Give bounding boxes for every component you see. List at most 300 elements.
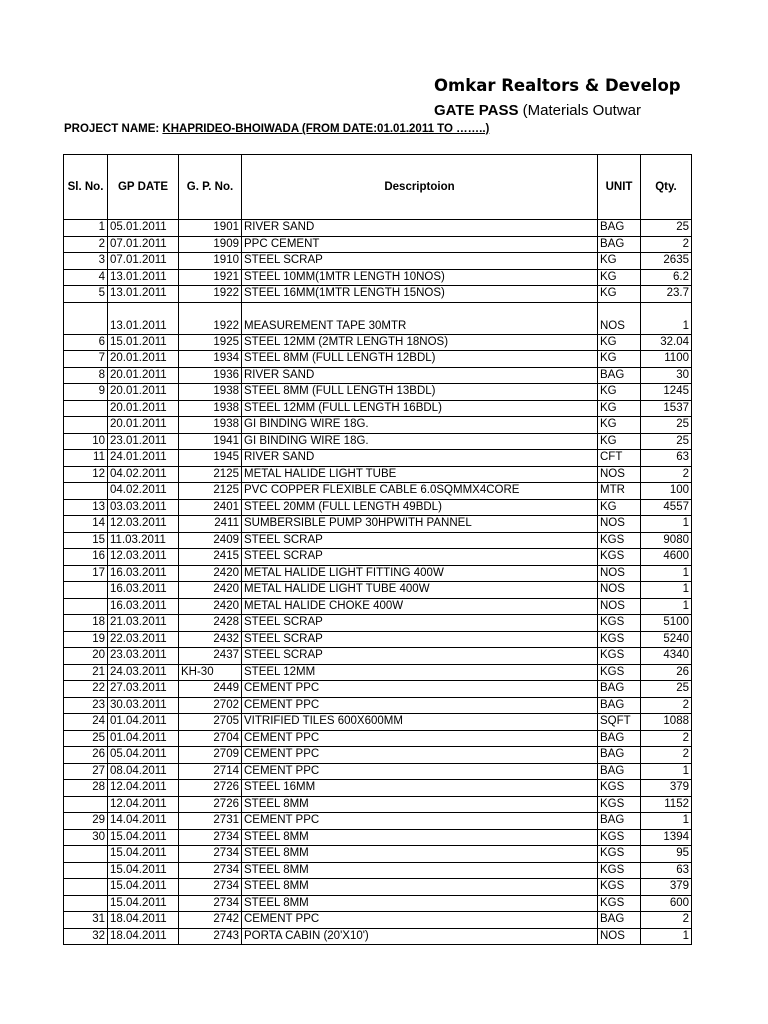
table-row xyxy=(64,730,692,747)
sl-no-cell: 9 xyxy=(64,384,108,401)
qty-cell: 2 xyxy=(641,747,692,764)
gp-no-cell: 2731 xyxy=(179,813,242,830)
sl-no-cell: 2 xyxy=(64,236,108,253)
sl-no-cell: 30 xyxy=(64,829,108,846)
gp-no-cell: 1922 xyxy=(179,302,242,334)
description-cell: STEEL 16MM(1MTR LENGTH 15NOS) xyxy=(242,286,598,303)
qty-cell: 600 xyxy=(641,895,692,912)
table-row xyxy=(64,763,692,780)
table-row xyxy=(64,664,692,681)
qty-cell: 4557 xyxy=(641,499,692,516)
gp-no-cell: 2714 xyxy=(179,763,242,780)
qty-cell: 25 xyxy=(641,220,692,237)
sl-no-cell: 1 xyxy=(64,220,108,237)
project-line xyxy=(64,123,489,135)
description-cell: SUMBERSIBLE PUMP 30HPWITH PANNEL xyxy=(242,516,598,533)
description-cell: RIVER SAND xyxy=(242,367,598,384)
sl-no-cell xyxy=(64,796,108,813)
qty-cell: 1537 xyxy=(641,400,692,417)
unit-cell: KGS xyxy=(598,549,641,566)
description-cell: STEEL 8MM xyxy=(242,895,598,912)
gp-no-cell: 2125 xyxy=(179,466,242,483)
table-row xyxy=(64,681,692,698)
table-row xyxy=(64,384,692,401)
sl-no-cell: 13 xyxy=(64,499,108,516)
description-cell: STEEL 8MM xyxy=(242,796,598,813)
table-row xyxy=(64,351,692,368)
unit-cell: KGS xyxy=(598,532,641,549)
gp-date-cell: 12.04.2011 xyxy=(108,780,179,797)
sl-no-cell: 8 xyxy=(64,367,108,384)
gp-date-cell: 18.04.2011 xyxy=(108,912,179,929)
gp-date-cell: 15.04.2011 xyxy=(108,862,179,879)
table-row xyxy=(64,532,692,549)
gp-no-cell: 2415 xyxy=(179,549,242,566)
sl-no-cell: 22 xyxy=(64,681,108,698)
sl-no-cell: 12 xyxy=(64,466,108,483)
description-cell: STEEL 8MM xyxy=(242,829,598,846)
gp-no-cell: 2420 xyxy=(179,565,242,582)
gp-date-cell: 11.03.2011 xyxy=(108,532,179,549)
gp-date-cell: 15.04.2011 xyxy=(108,829,179,846)
sl-no-cell: 7 xyxy=(64,351,108,368)
table-row xyxy=(64,615,692,632)
unit-cell: KG xyxy=(598,417,641,434)
unit-cell: BAG xyxy=(598,912,641,929)
project-value: KHAPRIDEO-BHOIWADA (FROM DATE:01.01.2011 TO ……..) xyxy=(162,123,490,135)
gp-date-cell: 23.01.2011 xyxy=(108,433,179,450)
sl-no-cell: 19 xyxy=(64,631,108,648)
unit-cell: BAG xyxy=(598,367,641,384)
sl-no-cell xyxy=(64,400,108,417)
unit-cell: KGS xyxy=(598,780,641,797)
table-row xyxy=(64,829,692,846)
gp-no-cell: 2705 xyxy=(179,714,242,731)
qty-cell: 100 xyxy=(641,483,692,500)
gp-no-cell: 2420 xyxy=(179,582,242,599)
gp-no-cell: 2704 xyxy=(179,730,242,747)
table-row xyxy=(64,220,692,237)
qty-cell: 5100 xyxy=(641,615,692,632)
gp-no-cell: 2734 xyxy=(179,879,242,896)
qty-cell: 4600 xyxy=(641,549,692,566)
gp-no-cell: 1941 xyxy=(179,433,242,450)
qty-cell: 379 xyxy=(641,780,692,797)
gp-date-cell: 01.04.2011 xyxy=(108,714,179,731)
unit-cell: KGS xyxy=(598,664,641,681)
table-row xyxy=(64,334,692,351)
qty-cell: 1088 xyxy=(641,714,692,731)
unit-cell: NOS xyxy=(598,516,641,533)
table-row xyxy=(64,895,692,912)
unit-cell: SQFT xyxy=(598,714,641,731)
gp-no-cell: 2401 xyxy=(179,499,242,516)
unit-cell: KG xyxy=(598,433,641,450)
gp-date-cell: 20.01.2011 xyxy=(108,400,179,417)
qty-cell: 6.2 xyxy=(641,269,692,286)
gp-date-cell: 30.03.2011 xyxy=(108,697,179,714)
gp-date-cell: 05.01.2011 xyxy=(108,220,179,237)
description-cell: STEEL SCRAP xyxy=(242,631,598,648)
unit-cell: KG xyxy=(598,253,641,270)
gp-no-cell: 2449 xyxy=(179,681,242,698)
unit-cell: BAG xyxy=(598,730,641,747)
description-cell: STEEL 12MM xyxy=(242,664,598,681)
table-row xyxy=(64,879,692,896)
table-row xyxy=(64,269,692,286)
sl-no-cell: 28 xyxy=(64,780,108,797)
description-cell: STEEL SCRAP xyxy=(242,253,598,270)
sl-no-cell: 4 xyxy=(64,269,108,286)
description-cell: STEEL SCRAP xyxy=(242,532,598,549)
qty-cell: 2 xyxy=(641,730,692,747)
col-header-unit: UNIT xyxy=(598,155,641,220)
gp-date-cell: 07.01.2011 xyxy=(108,236,179,253)
gp-date-cell: 15.04.2011 xyxy=(108,879,179,896)
description-cell: CEMENT PPC xyxy=(242,763,598,780)
table-row xyxy=(64,813,692,830)
gp-date-cell: 03.03.2011 xyxy=(108,499,179,516)
qty-cell: 25 xyxy=(641,681,692,698)
gp-no-cell: 1910 xyxy=(179,253,242,270)
table-row xyxy=(64,846,692,863)
unit-cell: BAG xyxy=(598,813,641,830)
gp-date-cell: 12.03.2011 xyxy=(108,549,179,566)
table-row xyxy=(64,747,692,764)
gp-no-cell: 1945 xyxy=(179,450,242,467)
qty-cell: 25 xyxy=(641,433,692,450)
description-cell: METAL HALIDE LIGHT FITTING 400W xyxy=(242,565,598,582)
sl-no-cell xyxy=(64,895,108,912)
gp-date-cell: 27.03.2011 xyxy=(108,681,179,698)
description-cell: METAL HALIDE LIGHT TUBE xyxy=(242,466,598,483)
description-cell: CEMENT PPC xyxy=(242,912,598,929)
gp-date-cell: 16.03.2011 xyxy=(108,582,179,599)
table-row xyxy=(64,648,692,665)
description-cell: STEEL SCRAP xyxy=(242,648,598,665)
gp-date-cell: 04.02.2011 xyxy=(108,466,179,483)
gp-date-cell: 18.04.2011 xyxy=(108,928,179,945)
qty-cell: 1100 xyxy=(641,351,692,368)
gp-no-cell: 1938 xyxy=(179,400,242,417)
description-cell: STEEL 8MM xyxy=(242,879,598,896)
description-cell: STEEL SCRAP xyxy=(242,549,598,566)
sl-no-cell: 31 xyxy=(64,912,108,929)
qty-cell: 5240 xyxy=(641,631,692,648)
sl-no-cell: 5 xyxy=(64,286,108,303)
qty-cell: 1 xyxy=(641,598,692,615)
description-cell: STEEL 20MM (FULL LENGTH 49BDL) xyxy=(242,499,598,516)
qty-cell: 1 xyxy=(641,928,692,945)
gp-no-cell: 2437 xyxy=(179,648,242,665)
unit-cell: NOS xyxy=(598,598,641,615)
sl-no-cell: 21 xyxy=(64,664,108,681)
description-cell: VITRIFIED TILES 600X600MM xyxy=(242,714,598,731)
description-cell: STEEL 12MM (FULL LENGTH 16BDL) xyxy=(242,400,598,417)
unit-cell: KGS xyxy=(598,829,641,846)
description-cell: PPC CEMENT xyxy=(242,236,598,253)
qty-cell: 1245 xyxy=(641,384,692,401)
table-row xyxy=(64,483,692,500)
gp-no-cell: 1922 xyxy=(179,286,242,303)
document-title-rest: (Materials Outwar xyxy=(518,102,641,119)
qty-cell: 30 xyxy=(641,367,692,384)
unit-cell: BAG xyxy=(598,697,641,714)
sl-no-cell xyxy=(64,862,108,879)
col-header-description: Descriptoion xyxy=(242,155,598,220)
table-header-row xyxy=(64,155,692,220)
qty-cell: 25 xyxy=(641,417,692,434)
gp-date-cell: 14.04.2011 xyxy=(108,813,179,830)
gp-no-cell: 2428 xyxy=(179,615,242,632)
description-cell: RIVER SAND xyxy=(242,450,598,467)
gp-no-cell: 1934 xyxy=(179,351,242,368)
table-row xyxy=(64,598,692,615)
gp-no-cell: 2734 xyxy=(179,895,242,912)
unit-cell: KG xyxy=(598,286,641,303)
unit-cell: KG xyxy=(598,269,641,286)
description-cell: STEEL 8MM xyxy=(242,846,598,863)
unit-cell: KG xyxy=(598,400,641,417)
unit-cell: KGS xyxy=(598,862,641,879)
qty-cell: 9080 xyxy=(641,532,692,549)
qty-cell: 4340 xyxy=(641,648,692,665)
sl-no-cell: 20 xyxy=(64,648,108,665)
unit-cell: MTR xyxy=(598,483,641,500)
unit-cell: BAG xyxy=(598,681,641,698)
gp-date-cell: 20.01.2011 xyxy=(108,384,179,401)
description-cell: MEASUREMENT TAPE 30MTR xyxy=(242,302,598,334)
description-cell: STEEL 12MM (2MTR LENGTH 18NOS) xyxy=(242,334,598,351)
table-row xyxy=(64,450,692,467)
qty-cell: 2 xyxy=(641,236,692,253)
gp-no-cell: 2742 xyxy=(179,912,242,929)
col-header-qty: Qty. xyxy=(641,155,692,220)
table-row xyxy=(64,302,692,334)
qty-cell: 1 xyxy=(641,516,692,533)
sl-no-cell: 29 xyxy=(64,813,108,830)
table-row xyxy=(64,631,692,648)
gp-no-cell: 1901 xyxy=(179,220,242,237)
gp-no-cell: 2702 xyxy=(179,697,242,714)
gp-date-cell: 20.01.2011 xyxy=(108,367,179,384)
description-cell: CEMENT PPC xyxy=(242,730,598,747)
sl-no-cell: 23 xyxy=(64,697,108,714)
gp-no-cell: 2743 xyxy=(179,928,242,945)
unit-cell: KG xyxy=(598,384,641,401)
table-row xyxy=(64,466,692,483)
unit-cell: NOS xyxy=(598,928,641,945)
sl-no-cell: 17 xyxy=(64,565,108,582)
sl-no-cell: 3 xyxy=(64,253,108,270)
table-row xyxy=(64,417,692,434)
description-cell: GI BINDING WIRE 18G. xyxy=(242,433,598,450)
description-cell: GI BINDING WIRE 18G. xyxy=(242,417,598,434)
table-row xyxy=(64,236,692,253)
gp-no-cell: 2409 xyxy=(179,532,242,549)
unit-cell: CFT xyxy=(598,450,641,467)
table-row xyxy=(64,516,692,533)
qty-cell: 23.7 xyxy=(641,286,692,303)
gp-no-cell: 1925 xyxy=(179,334,242,351)
gp-date-cell: 15.01.2011 xyxy=(108,334,179,351)
description-cell: STEEL SCRAP xyxy=(242,615,598,632)
sl-no-cell: 27 xyxy=(64,763,108,780)
gp-date-cell: 04.02.2011 xyxy=(108,483,179,500)
description-cell: CEMENT PPC xyxy=(242,747,598,764)
description-cell: RIVER SAND xyxy=(242,220,598,237)
gp-no-cell: 2734 xyxy=(179,829,242,846)
unit-cell: BAG xyxy=(598,236,641,253)
table-body xyxy=(64,220,692,945)
gp-date-cell: 20.01.2011 xyxy=(108,417,179,434)
company-title: Omkar Realtors & Develop xyxy=(434,76,681,95)
unit-cell: KGS xyxy=(598,895,641,912)
sl-no-cell: 26 xyxy=(64,747,108,764)
gp-date-cell: 21.03.2011 xyxy=(108,615,179,632)
qty-cell: 1152 xyxy=(641,796,692,813)
description-cell: STEEL 10MM(1MTR LENGTH 10NOS) xyxy=(242,269,598,286)
sl-no-cell: 14 xyxy=(64,516,108,533)
description-cell: METAL HALIDE LIGHT TUBE 400W xyxy=(242,582,598,599)
sl-no-cell: 18 xyxy=(64,615,108,632)
qty-cell: 1 xyxy=(641,302,692,334)
gp-no-cell: 1909 xyxy=(179,236,242,253)
sl-no-cell: 24 xyxy=(64,714,108,731)
gp-date-cell: 13.01.2011 xyxy=(108,269,179,286)
gp-no-cell: 1938 xyxy=(179,417,242,434)
qty-cell: 1 xyxy=(641,813,692,830)
sl-no-cell xyxy=(64,302,108,334)
gp-date-cell: 15.04.2011 xyxy=(108,846,179,863)
description-cell: STEEL 16MM xyxy=(242,780,598,797)
description-cell: PVC COPPER FLEXIBLE CABLE 6.0SQMMX4CORE xyxy=(242,483,598,500)
gp-date-cell: 16.03.2011 xyxy=(108,598,179,615)
qty-cell: 1 xyxy=(641,763,692,780)
table-row xyxy=(64,565,692,582)
description-cell: STEEL 8MM xyxy=(242,862,598,879)
sl-no-cell: 15 xyxy=(64,532,108,549)
description-cell: STEEL 8MM (FULL LENGTH 13BDL) xyxy=(242,384,598,401)
table-row xyxy=(64,862,692,879)
gp-no-cell: 2726 xyxy=(179,796,242,813)
gp-date-cell: 13.01.2011 xyxy=(108,286,179,303)
gp-no-cell: 1921 xyxy=(179,269,242,286)
unit-cell: KGS xyxy=(598,796,641,813)
qty-cell: 63 xyxy=(641,862,692,879)
gp-no-cell: 2432 xyxy=(179,631,242,648)
description-cell: CEMENT PPC xyxy=(242,681,598,698)
qty-cell: 2 xyxy=(641,697,692,714)
gp-date-cell: 05.04.2011 xyxy=(108,747,179,764)
table-row xyxy=(64,780,692,797)
gp-no-cell: 1938 xyxy=(179,384,242,401)
description-cell: METAL HALIDE CHOKE 400W xyxy=(242,598,598,615)
qty-cell: 379 xyxy=(641,879,692,896)
sl-no-cell xyxy=(64,582,108,599)
gp-no-cell: 2734 xyxy=(179,846,242,863)
qty-cell: 26 xyxy=(641,664,692,681)
table-row xyxy=(64,912,692,929)
sl-no-cell: 25 xyxy=(64,730,108,747)
sl-no-cell xyxy=(64,846,108,863)
qty-cell: 2 xyxy=(641,466,692,483)
qty-cell: 2635 xyxy=(641,253,692,270)
unit-cell: NOS xyxy=(598,466,641,483)
gp-no-cell: 2726 xyxy=(179,780,242,797)
table-row xyxy=(64,367,692,384)
col-header-gp-date: GP DATE xyxy=(108,155,179,220)
description-cell: STEEL 8MM (FULL LENGTH 12BDL) xyxy=(242,351,598,368)
description-cell: CEMENT PPC xyxy=(242,813,598,830)
sl-no-cell xyxy=(64,417,108,434)
gp-no-cell: KH-30 xyxy=(179,664,242,681)
qty-cell: 1 xyxy=(641,565,692,582)
unit-cell: KGS xyxy=(598,846,641,863)
sl-no-cell: 16 xyxy=(64,549,108,566)
sl-no-cell xyxy=(64,598,108,615)
col-header-sl-no: Sl. No. xyxy=(64,155,108,220)
gp-date-cell: 07.01.2011 xyxy=(108,253,179,270)
document-title-bold: GATE PASS xyxy=(434,102,519,119)
table-row xyxy=(64,697,692,714)
qty-cell: 95 xyxy=(641,846,692,863)
gp-date-cell: 08.04.2011 xyxy=(108,763,179,780)
table-row xyxy=(64,928,692,945)
gate-pass-table xyxy=(63,154,692,945)
gp-no-cell: 2411 xyxy=(179,516,242,533)
qty-cell: 1394 xyxy=(641,829,692,846)
unit-cell: KGS xyxy=(598,648,641,665)
gp-date-cell: 12.04.2011 xyxy=(108,796,179,813)
unit-cell: KGS xyxy=(598,879,641,896)
col-header-gp-no: G. P. No. xyxy=(179,155,242,220)
gp-no-cell: 2125 xyxy=(179,483,242,500)
unit-cell: KG xyxy=(598,499,641,516)
gp-no-cell: 1936 xyxy=(179,367,242,384)
table-row xyxy=(64,499,692,516)
gp-no-cell: 2734 xyxy=(179,862,242,879)
description-cell: CEMENT PPC xyxy=(242,697,598,714)
table-row xyxy=(64,796,692,813)
sl-no-cell: 32 xyxy=(64,928,108,945)
qty-cell: 2 xyxy=(641,912,692,929)
table-row xyxy=(64,286,692,303)
gp-date-cell: 23.03.2011 xyxy=(108,648,179,665)
table-row xyxy=(64,582,692,599)
gp-date-cell: 13.01.2011 xyxy=(108,302,179,334)
table-row xyxy=(64,549,692,566)
sl-no-cell xyxy=(64,483,108,500)
qty-cell: 63 xyxy=(641,450,692,467)
table-row xyxy=(64,253,692,270)
sl-no-cell: 10 xyxy=(64,433,108,450)
unit-cell: BAG xyxy=(598,747,641,764)
unit-cell: BAG xyxy=(598,220,641,237)
table-row xyxy=(64,714,692,731)
unit-cell: KG xyxy=(598,351,641,368)
unit-cell: KGS xyxy=(598,615,641,632)
description-cell: PORTA CABIN (20'X10') xyxy=(242,928,598,945)
sl-no-cell xyxy=(64,879,108,896)
unit-cell: KGS xyxy=(598,631,641,648)
gp-date-cell: 01.04.2011 xyxy=(108,730,179,747)
unit-cell: NOS xyxy=(598,565,641,582)
gp-date-cell: 20.01.2011 xyxy=(108,351,179,368)
document-title xyxy=(434,102,641,119)
gp-date-cell: 12.03.2011 xyxy=(108,516,179,533)
unit-cell: BAG xyxy=(598,763,641,780)
